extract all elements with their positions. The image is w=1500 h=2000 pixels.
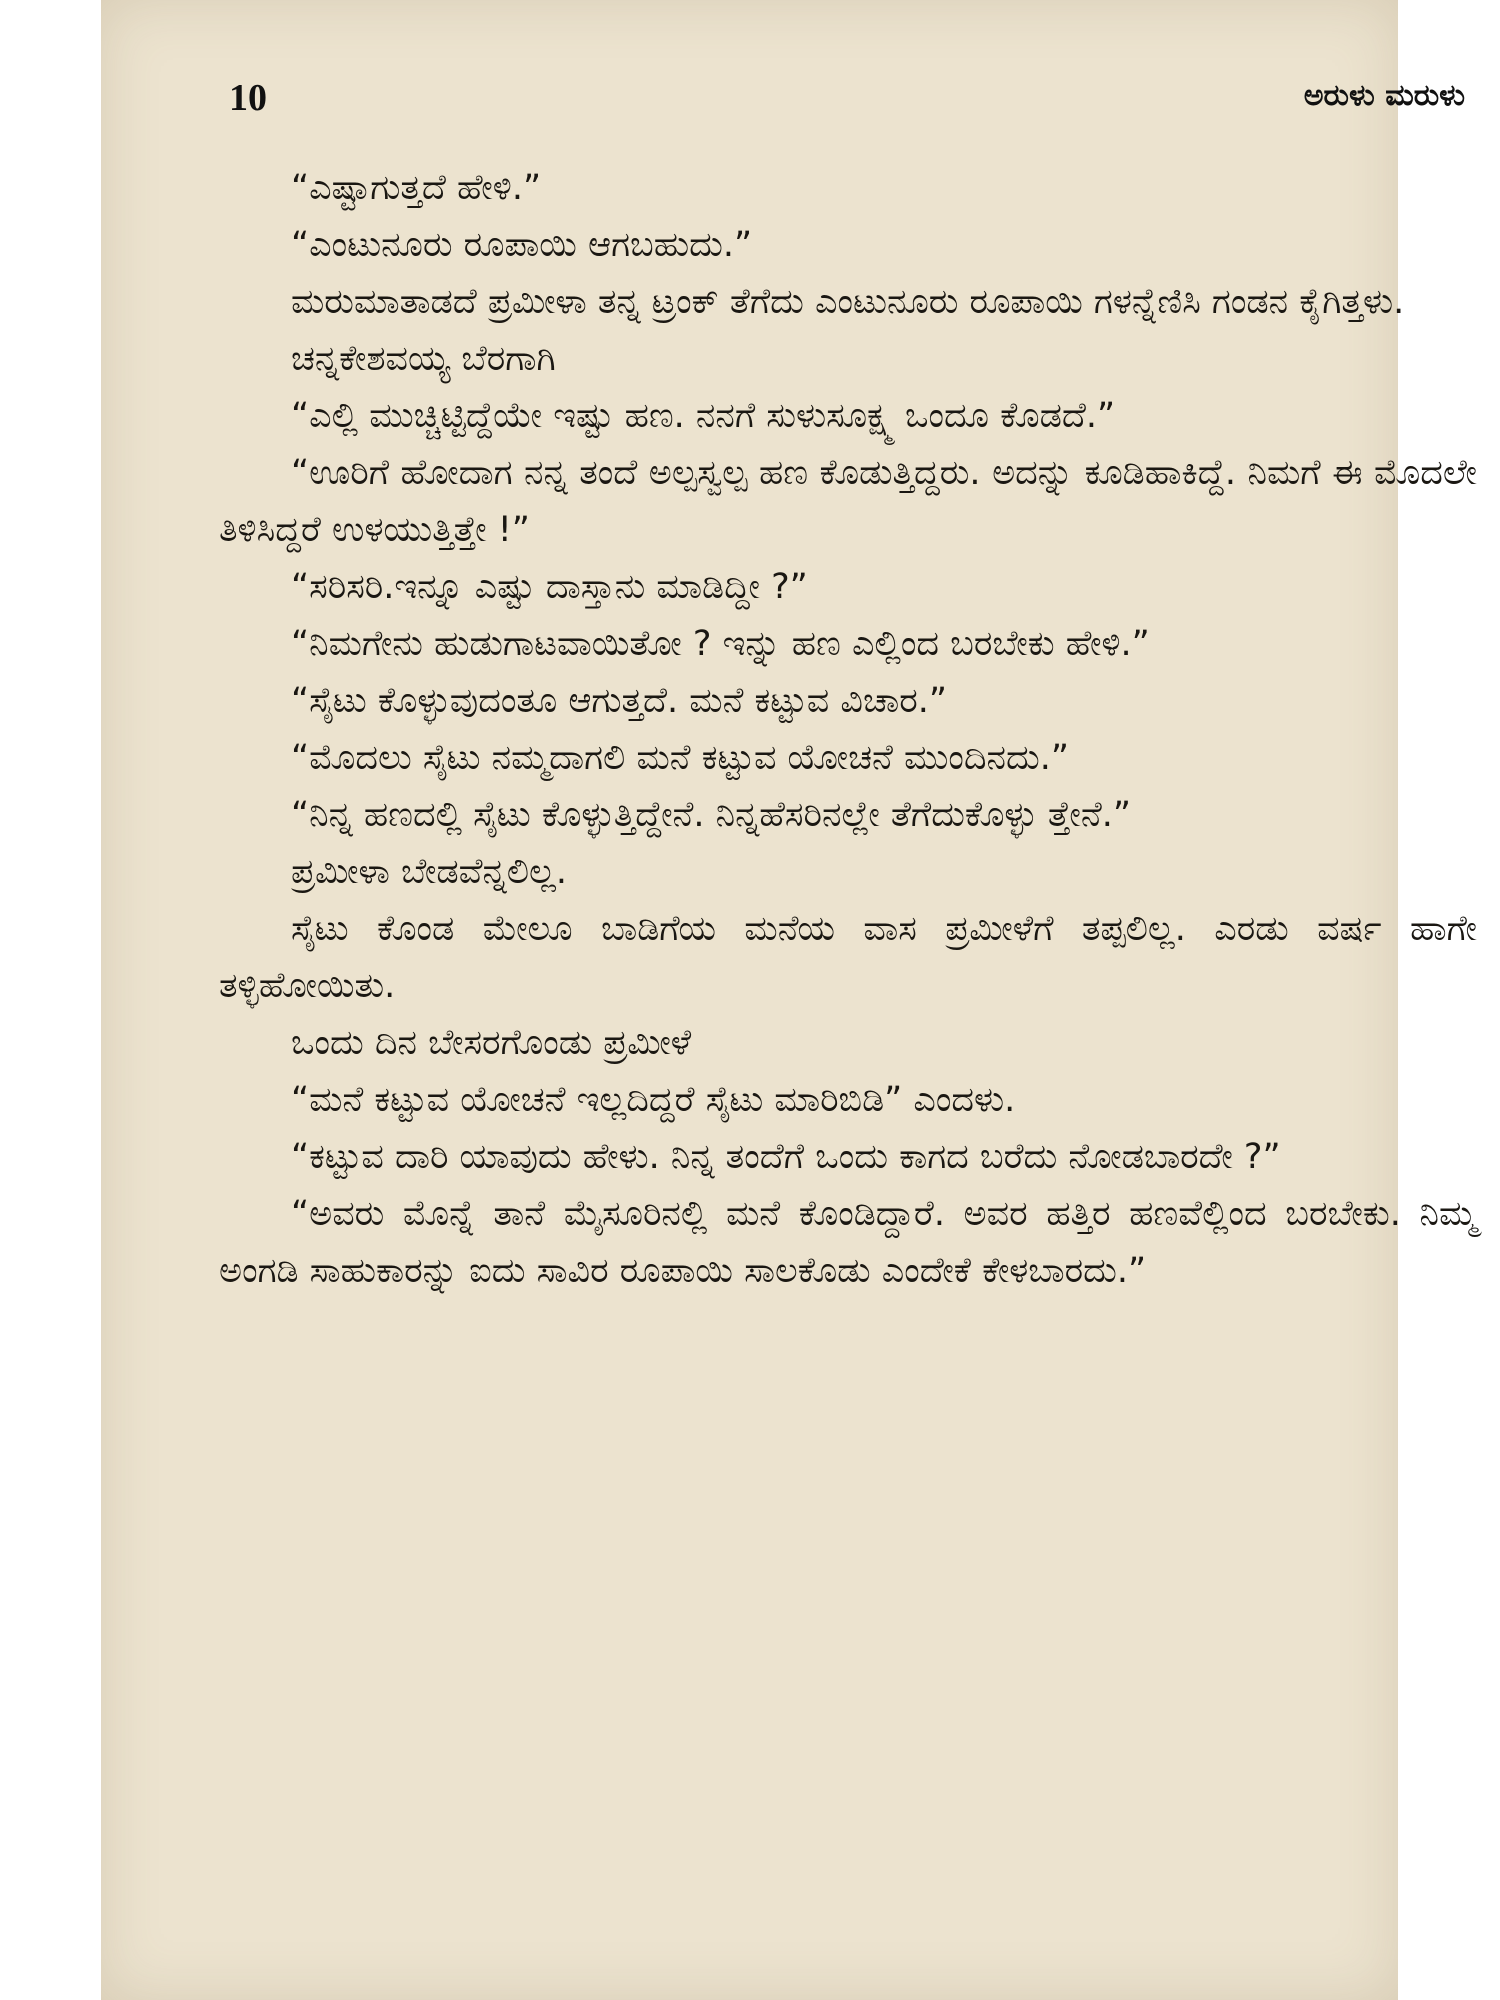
paragraph: ಸೈಟು ಕೊಂಡ ಮೇಲೂ ಬಾಡಿಗೆಯ ಮನೆಯ ವಾಸ ಪ್ರಮೀಳೆಗೆ ತಪ್ಪಲಿಲ್ಲ. ಎರಡು ವರ್ಷ ಹಾಗೇ ತಳ್ಳಿಹೋಯಿತು. <box>219 909 1477 1006</box>
paragraph: “ನಿನ್ನ ಹಣದಲ್ಲಿ ಸೈಟು ಕೊಳ್ಳುತ್ತಿದ್ದೇನೆ. ನಿನ್ನಹೆಸರಿನಲ್ಲೇ ತೆಗೆದುಕೊಳ್ಳು ತ್ತೇನೆ.” <box>291 795 1132 835</box>
paragraph: “ಎಂಟುನೂರು ರೂಪಾಯಿ ಆಗಬಹುದು.” <box>291 225 753 265</box>
paragraph: “ಸೈಟು ಕೊಳ್ಳುವುದಂತೂ ಆಗುತ್ತದೆ. ಮನೆ ಕಟ್ಟುವ ವಿಚಾರ.” <box>291 681 948 721</box>
paragraph: “ಎಷ್ಟಾಗುತ್ತದೆ ಹೇಳಿ.” <box>291 168 542 208</box>
book-title: ಅರುಳು ಮರುಳು <box>1303 78 1465 113</box>
paragraph: “ಸರಿಸರಿ.ಇನ್ನೂ ಎಷ್ಟು ದಾಸ್ತಾನು ಮಾಡಿದ್ದೀ ?” <box>291 567 808 607</box>
book-page <box>101 0 1477 2000</box>
paragraph: “ಮೊದಲು ಸೈಟು ನಮ್ಮದಾಗಲಿ ಮನೆ ಕಟ್ಟುವ ಯೋಚನೆ ಮುಂದಿನದು.” <box>291 738 1069 778</box>
paragraph: ಪ್ರಮೀಳಾ ಬೇಡವೆನ್ನಲಿಲ್ಲ. <box>291 852 568 892</box>
paragraph: “ಕಟ್ಟುವ ದಾರಿ ಯಾವುದು ಹೇಳು. ನಿನ್ನ ತಂದೆಗೆ ಒಂದು ಕಾಗದ ಬರೆದು ನೋಡಬಾರದೇ ?” <box>291 1137 1281 1177</box>
paragraph: ಚನ್ನಕೇಶವಯ್ಯ ಬೆರಗಾಗಿ <box>291 339 556 379</box>
body-text <box>219 160 1477 1300</box>
paragraph: “ಮನೆ ಕಟ್ಟುವ ಯೋಚನೆ ಇಲ್ಲದಿದ್ದರೆ ಸೈಟು ಮಾರಿಬಿಡಿ” ಎಂದಳು. <box>291 1080 1016 1120</box>
page-number: 10 <box>229 77 267 119</box>
paragraph: “ಅವರು ಮೊನ್ನೆ ತಾನೆ ಮೈಸೂರಿನಲ್ಲಿ ಮನೆ ಕೊಂಡಿದ್ದಾರೆ. ಅವರ ಹತ್ತಿರ ಹಣವೆಲ್ಲಿಂದ ಬರಬೇಕು. ನಿಮ್ಮ ಅಂಗಡಿ ಸಾಹುಕಾರನ್ನು ಐದು ಸಾವಿರ ರೂಪಾಯಿ ಸಾಲಕೊಡು ಎಂದೇಕೆ ಕೇಳಬಾರದು.” <box>219 1194 1477 1291</box>
paragraph: “ಊರಿಗೆ ಹೋದಾಗ ನನ್ನ ತಂದೆ ಅಲ್ಪಸ್ವಲ್ಪ ಹಣ ಕೊಡುತ್ತಿದ್ದರು. ಅದನ್ನು ಕೂಡಿಹಾಕಿದ್ದೆ. ನಿಮಗೆ ಈ ಮೊದಲೇ ತಿಳಿಸಿದ್ದರೆ ಉಳಯುತ್ತಿತ್ತೇ !” <box>219 453 1477 550</box>
paragraph: ಮರುಮಾತಾಡದೆ ಪ್ರಮೀಳಾ ತನ್ನ ಟ್ರಂಕ್ ತೆಗೆದು ಎಂಟುನೂರು ರೂಪಾಯಿ ಗಳನ್ನೆಣಿಸಿ ಗಂಡನ ಕೈಗಿತ್ತಳು. <box>291 282 1405 322</box>
paragraph: “ಎಲ್ಲಿ ಮುಚ್ಚಿಟ್ಟಿದ್ದೆಯೇ ಇಷ್ಟು ಹಣ. ನನಗೆ ಸುಳುಸೂಕ್ಷ್ಮ ಒಂದೂ ಕೊಡದೆ.” <box>291 396 1116 436</box>
paragraph: ಒಂದು ದಿನ ಬೇಸರಗೊಂಡು ಪ್ರಮೀಳೆ <box>291 1023 692 1063</box>
paragraph: “ನಿಮಗೇನು ಹುಡುಗಾಟವಾಯಿತೋ ? ಇನ್ನು ಹಣ ಎಲ್ಲಿಂದ ಬರಬೇಕು ಹೇಳಿ.” <box>291 624 1150 664</box>
running-head <box>229 76 1465 126</box>
